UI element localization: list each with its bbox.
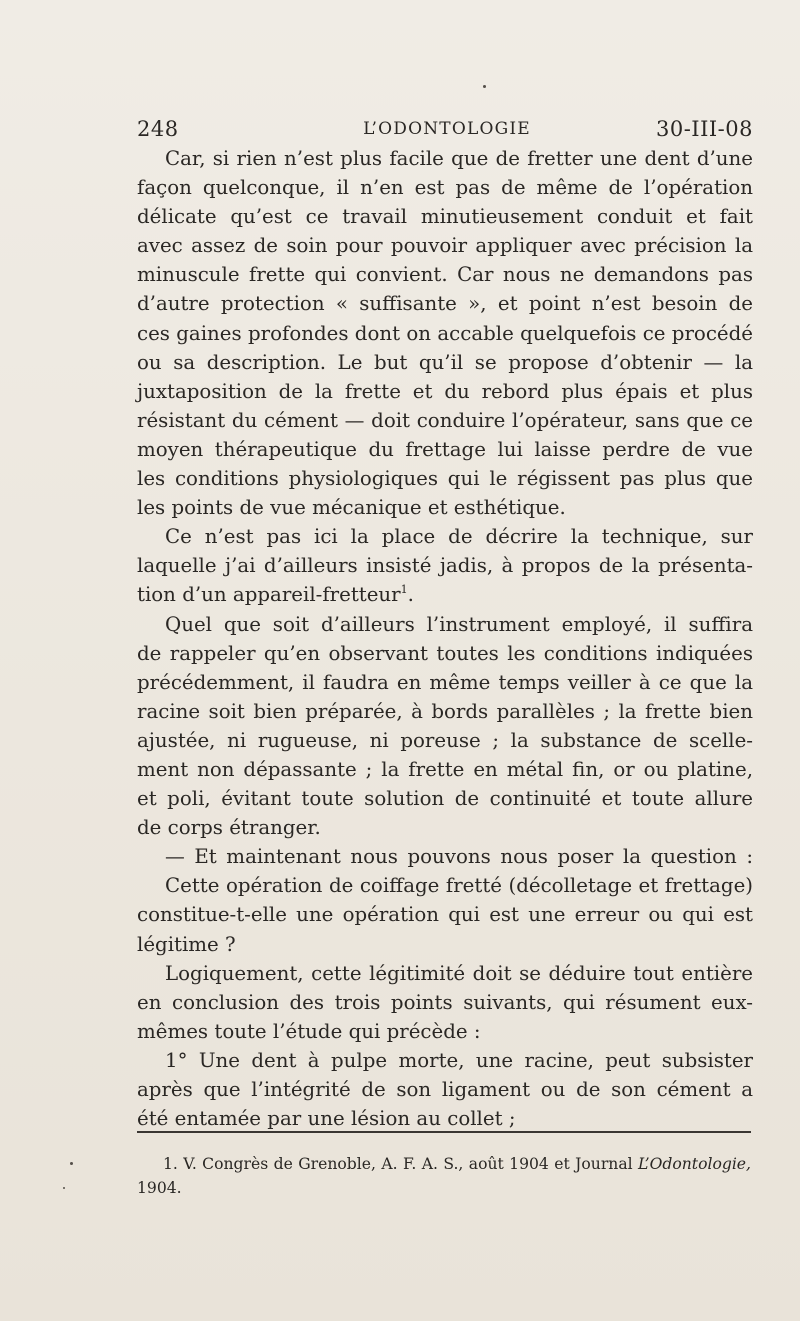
text-line: ces gaines profondes dont on accable quelquefois ce procédé — [137, 321, 753, 345]
text-line: Logiquement, cette légitimité doit se déduire tout entière — [165, 961, 753, 985]
paper-speck — [70, 1162, 73, 1165]
text-line: et poli, évitant toute solution de continuité et toute allure — [137, 787, 753, 811]
journal-title: L’ODONTOLOGIE — [363, 119, 531, 139]
text-line: de corps étranger. — [137, 816, 321, 840]
running-head — [137, 117, 757, 141]
footnote-line: 1904. — [137, 1179, 182, 1197]
text-line: légitime ? — [137, 932, 236, 956]
text-line: Cette opération de coiffage fretté (décolletage et frettage) — [165, 874, 753, 898]
text-line: précédemment, il faudra en même temps veiller à ce que la — [137, 670, 753, 694]
text-line: Ce n’est pas ici la place de décrire la technique, sur — [165, 525, 753, 549]
text-line: Car, si rien n’est plus facile que de fretter une dent d’une — [165, 147, 753, 170]
sentence-end: . — [407, 583, 414, 607]
text-line: Quel que soit d’ailleurs l’instrument employé, il suffira — [165, 612, 753, 636]
paper-speck — [483, 85, 486, 88]
text-line: avec assez de soin pour pouvoir appliquer avec précision la — [137, 234, 753, 258]
text-line: ment non dépassante ; la frette en métal fin, or ou platine, — [137, 757, 753, 781]
text-line: juxtaposition de la frette et du rebord plus épais et plus — [137, 379, 753, 403]
text-line: les conditions physiologiques qui le régissent pas plus que — [137, 467, 753, 491]
text-line: racine soit bien préparée, à bords parallèles ; la frette bien — [137, 699, 753, 723]
text-line: d’autre protection « suffisante », et point n’est besoin de — [137, 292, 753, 316]
text-line: de rappeler qu’en observant toutes les conditions indiquées — [137, 641, 753, 665]
footnote-line — [137, 1152, 751, 1176]
text-line: tion d’un appareil-fretteur — [137, 583, 401, 607]
text-line: délicate qu’est ce travail minutieusement conduit et fait — [137, 205, 753, 229]
text-line: minuscule frette qui convient. Car nous ne demandons pas — [137, 263, 753, 287]
body-text — [137, 144, 753, 1133]
text-line: 1° Une dent à pulpe morte, une racine, peut subsister — [165, 1048, 753, 1072]
text-line: en conclusion des trois points suivants, qui résument eux- — [137, 990, 753, 1014]
text-line-with-footnote-ref — [137, 580, 753, 609]
paper-speck — [63, 1187, 65, 1189]
footnote-rule — [137, 1131, 751, 1133]
text-line: après que l’intégrité de son ligament ou de son cément a — [137, 1078, 753, 1101]
text-line: façon quelconque, il n’en est pas de même de l’opération — [137, 176, 753, 200]
footnote-text: 1. V. Congrès de Grenoble, A. F. A. S., août 1904 et Journal — [163, 1155, 633, 1173]
text-line: constitue-t-elle une opération qui est une erreur ou qui est — [137, 903, 753, 927]
text-line: — Et maintenant nous pouvons nous poser la question : — [165, 845, 753, 869]
page-number: 248 — [137, 117, 179, 141]
text-line: été entamée par une lésion au collet ; — [137, 1107, 516, 1131]
footnote-reference: 1 — [400, 583, 408, 597]
footnote — [137, 1152, 751, 1200]
footnote-journal-title: L’Odontologie, — [638, 1155, 751, 1173]
text-line: ajustée, ni rugueuse, ni poreuse ; la substance de scelle- — [137, 728, 753, 752]
text-line: ou sa description. Le but qu’il se propose d’obtenir — la — [137, 350, 753, 374]
text-line: mêmes toute l’étude qui précède : — [137, 1019, 481, 1043]
text-line: les points de vue mécanique et esthétique. — [137, 496, 566, 520]
issue-date: 30-III-08 — [655, 117, 753, 141]
text-line: moyen thérapeutique du frettage lui laisse perdre de vue — [137, 437, 753, 461]
text-line: laquelle j’ai d’ailleurs insisté jadis, à propos de la présenta- — [137, 554, 753, 578]
text-line: résistant du cément — doit conduire l’opérateur, sans que ce — [137, 408, 753, 432]
